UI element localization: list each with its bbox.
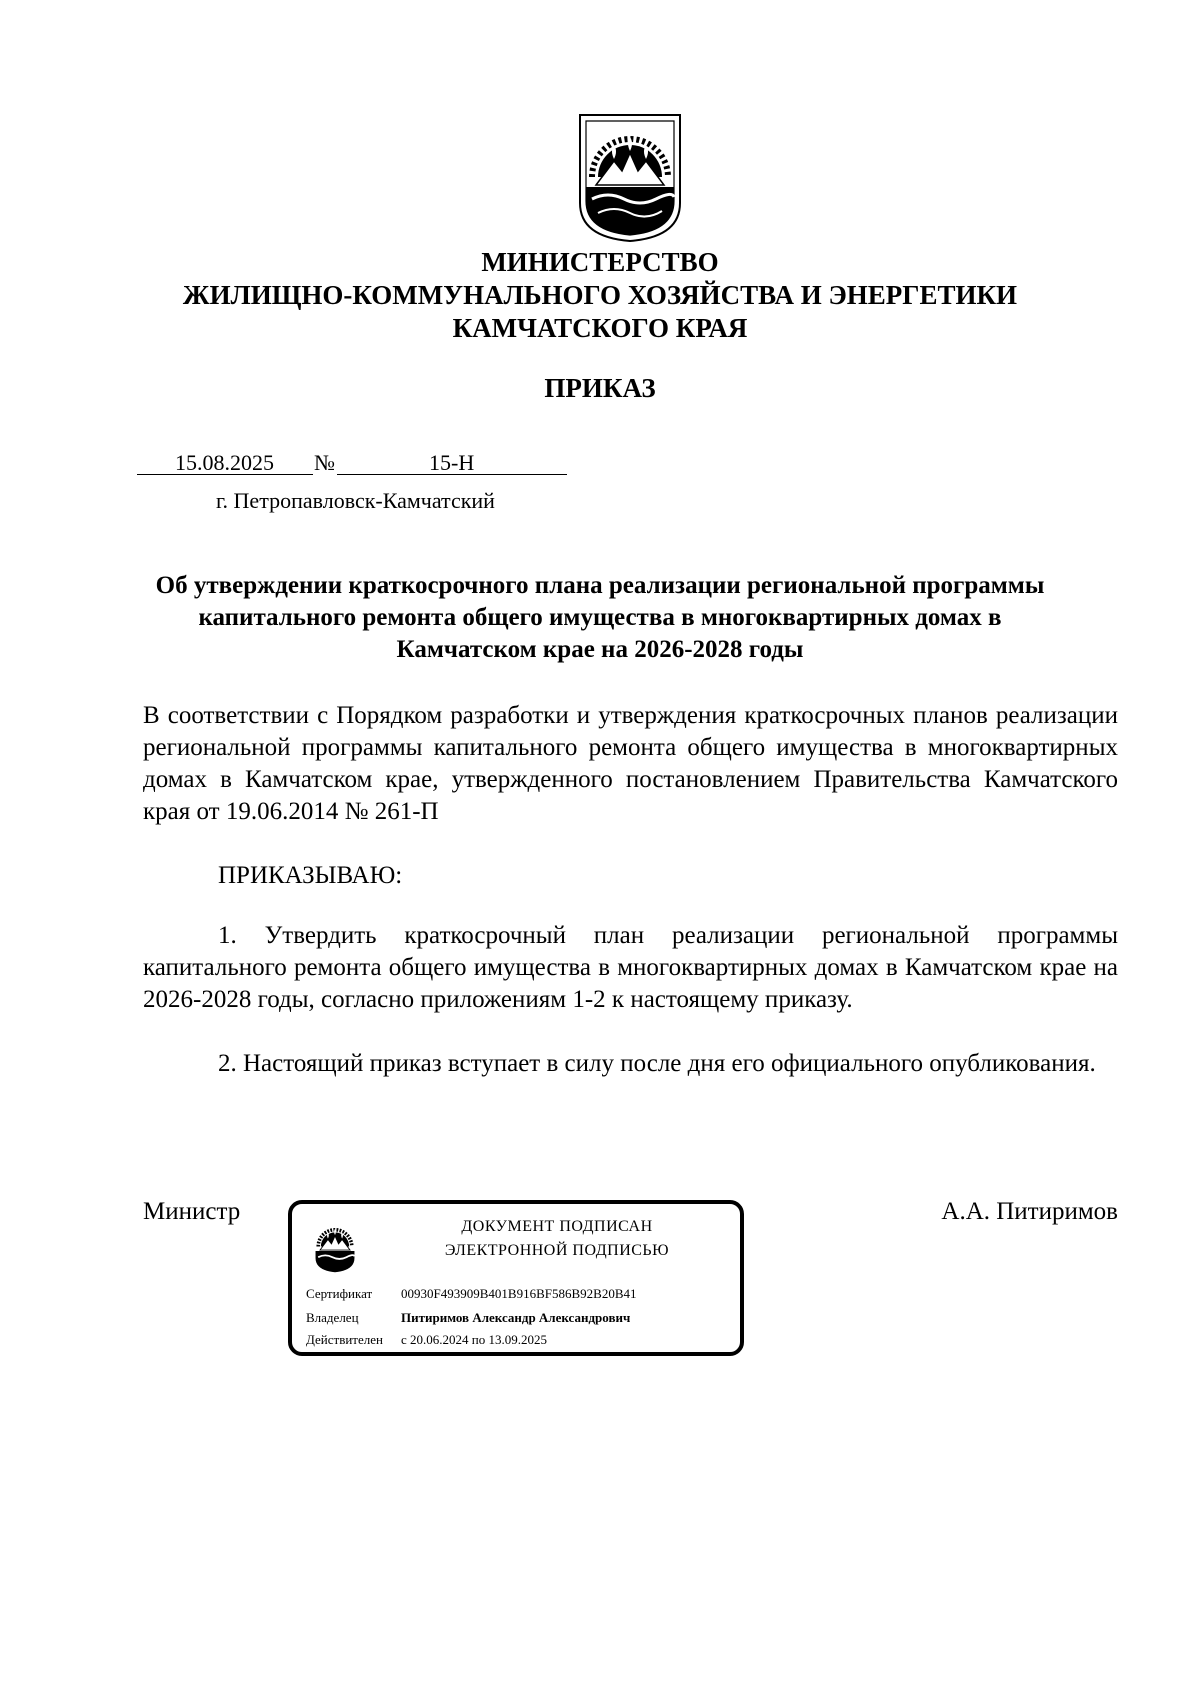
stamp-heading-line2: ЭЛЕКТРОННОЙ ПОДПИСЬЮ — [444, 1242, 670, 1259]
document-city: г. Петропавловск-Камчатский — [216, 488, 495, 513]
ministry-title-line2: ЖИЛИЩНО-КОММУНАЛЬНОГО ХОЗЯЙСТВА И ЭНЕРГЕТИКИ — [182, 280, 1018, 310]
document-title: Об утверждении краткосрочного плана реализации региональной программы капитального ремонта общего имущества в многоквартирных домах в Камчатском крае на 2026-2028 годы — [155, 572, 1045, 663]
order-item-2: 2. Настоящий приказ вступает в силу после дня его официального опубликования. — [218, 1050, 1096, 1077]
ministry-title-line3: КАМЧАТСКОГО КРАЯ — [452, 313, 748, 343]
stamp-coat-of-arms-icon — [312, 1218, 358, 1276]
document-date: 15.08.2025 — [175, 450, 274, 475]
basis-paragraph: В соответствии с Порядком разработки и утверждения краткосрочных планов реализации региональной программы капитального ремонта общего имущества в многоквартирных домах в Камчатском крае, утвержденного постановлением Правительства Камчатского края от 19.06.2014 № 261-П — [143, 702, 1118, 825]
validity-value: с 20.06.2024 по 13.09.2025 — [401, 1332, 547, 1347]
owner-label: Владелец — [306, 1310, 359, 1325]
ministry-title-line1: МИНИСТЕРСТВО — [481, 247, 719, 277]
certificate-label: Сертификат — [306, 1286, 373, 1301]
electronic-signature-stamp — [288, 1200, 744, 1356]
signatory-name: А.А. Питиримов — [941, 1198, 1118, 1225]
coat-of-arms-icon — [578, 113, 682, 243]
stamp-certificate-row — [306, 1286, 637, 1302]
stamp-validity-row — [306, 1332, 547, 1348]
document-type: ПРИКАЗ — [544, 373, 656, 403]
signatory-role: Министр — [143, 1198, 241, 1225]
validity-label: Действителен — [306, 1332, 383, 1347]
date-number-line — [137, 450, 567, 480]
stamp-heading-line1: ДОКУМЕНТ ПОДПИСАН — [461, 1218, 653, 1235]
document-number: 15-Н — [429, 450, 475, 475]
stamp-owner-row — [306, 1310, 630, 1326]
number-sign: № — [314, 450, 335, 475]
order-word: ПРИКАЗЫВАЮ: — [218, 862, 403, 889]
owner-value: Питиримов Александр Александрович — [401, 1310, 631, 1325]
certificate-value: 00930F493909B401B916BF586B92B20B41 — [401, 1286, 637, 1301]
order-item-1: 1. Утвердить краткосрочный план реализации региональной программы капитального ремонта общего имущества в многоквартирных домах в Камчатском крае на 2026-2028 годы, согласно приложениям 1-2 к настоящему приказу. — [143, 922, 1118, 1013]
